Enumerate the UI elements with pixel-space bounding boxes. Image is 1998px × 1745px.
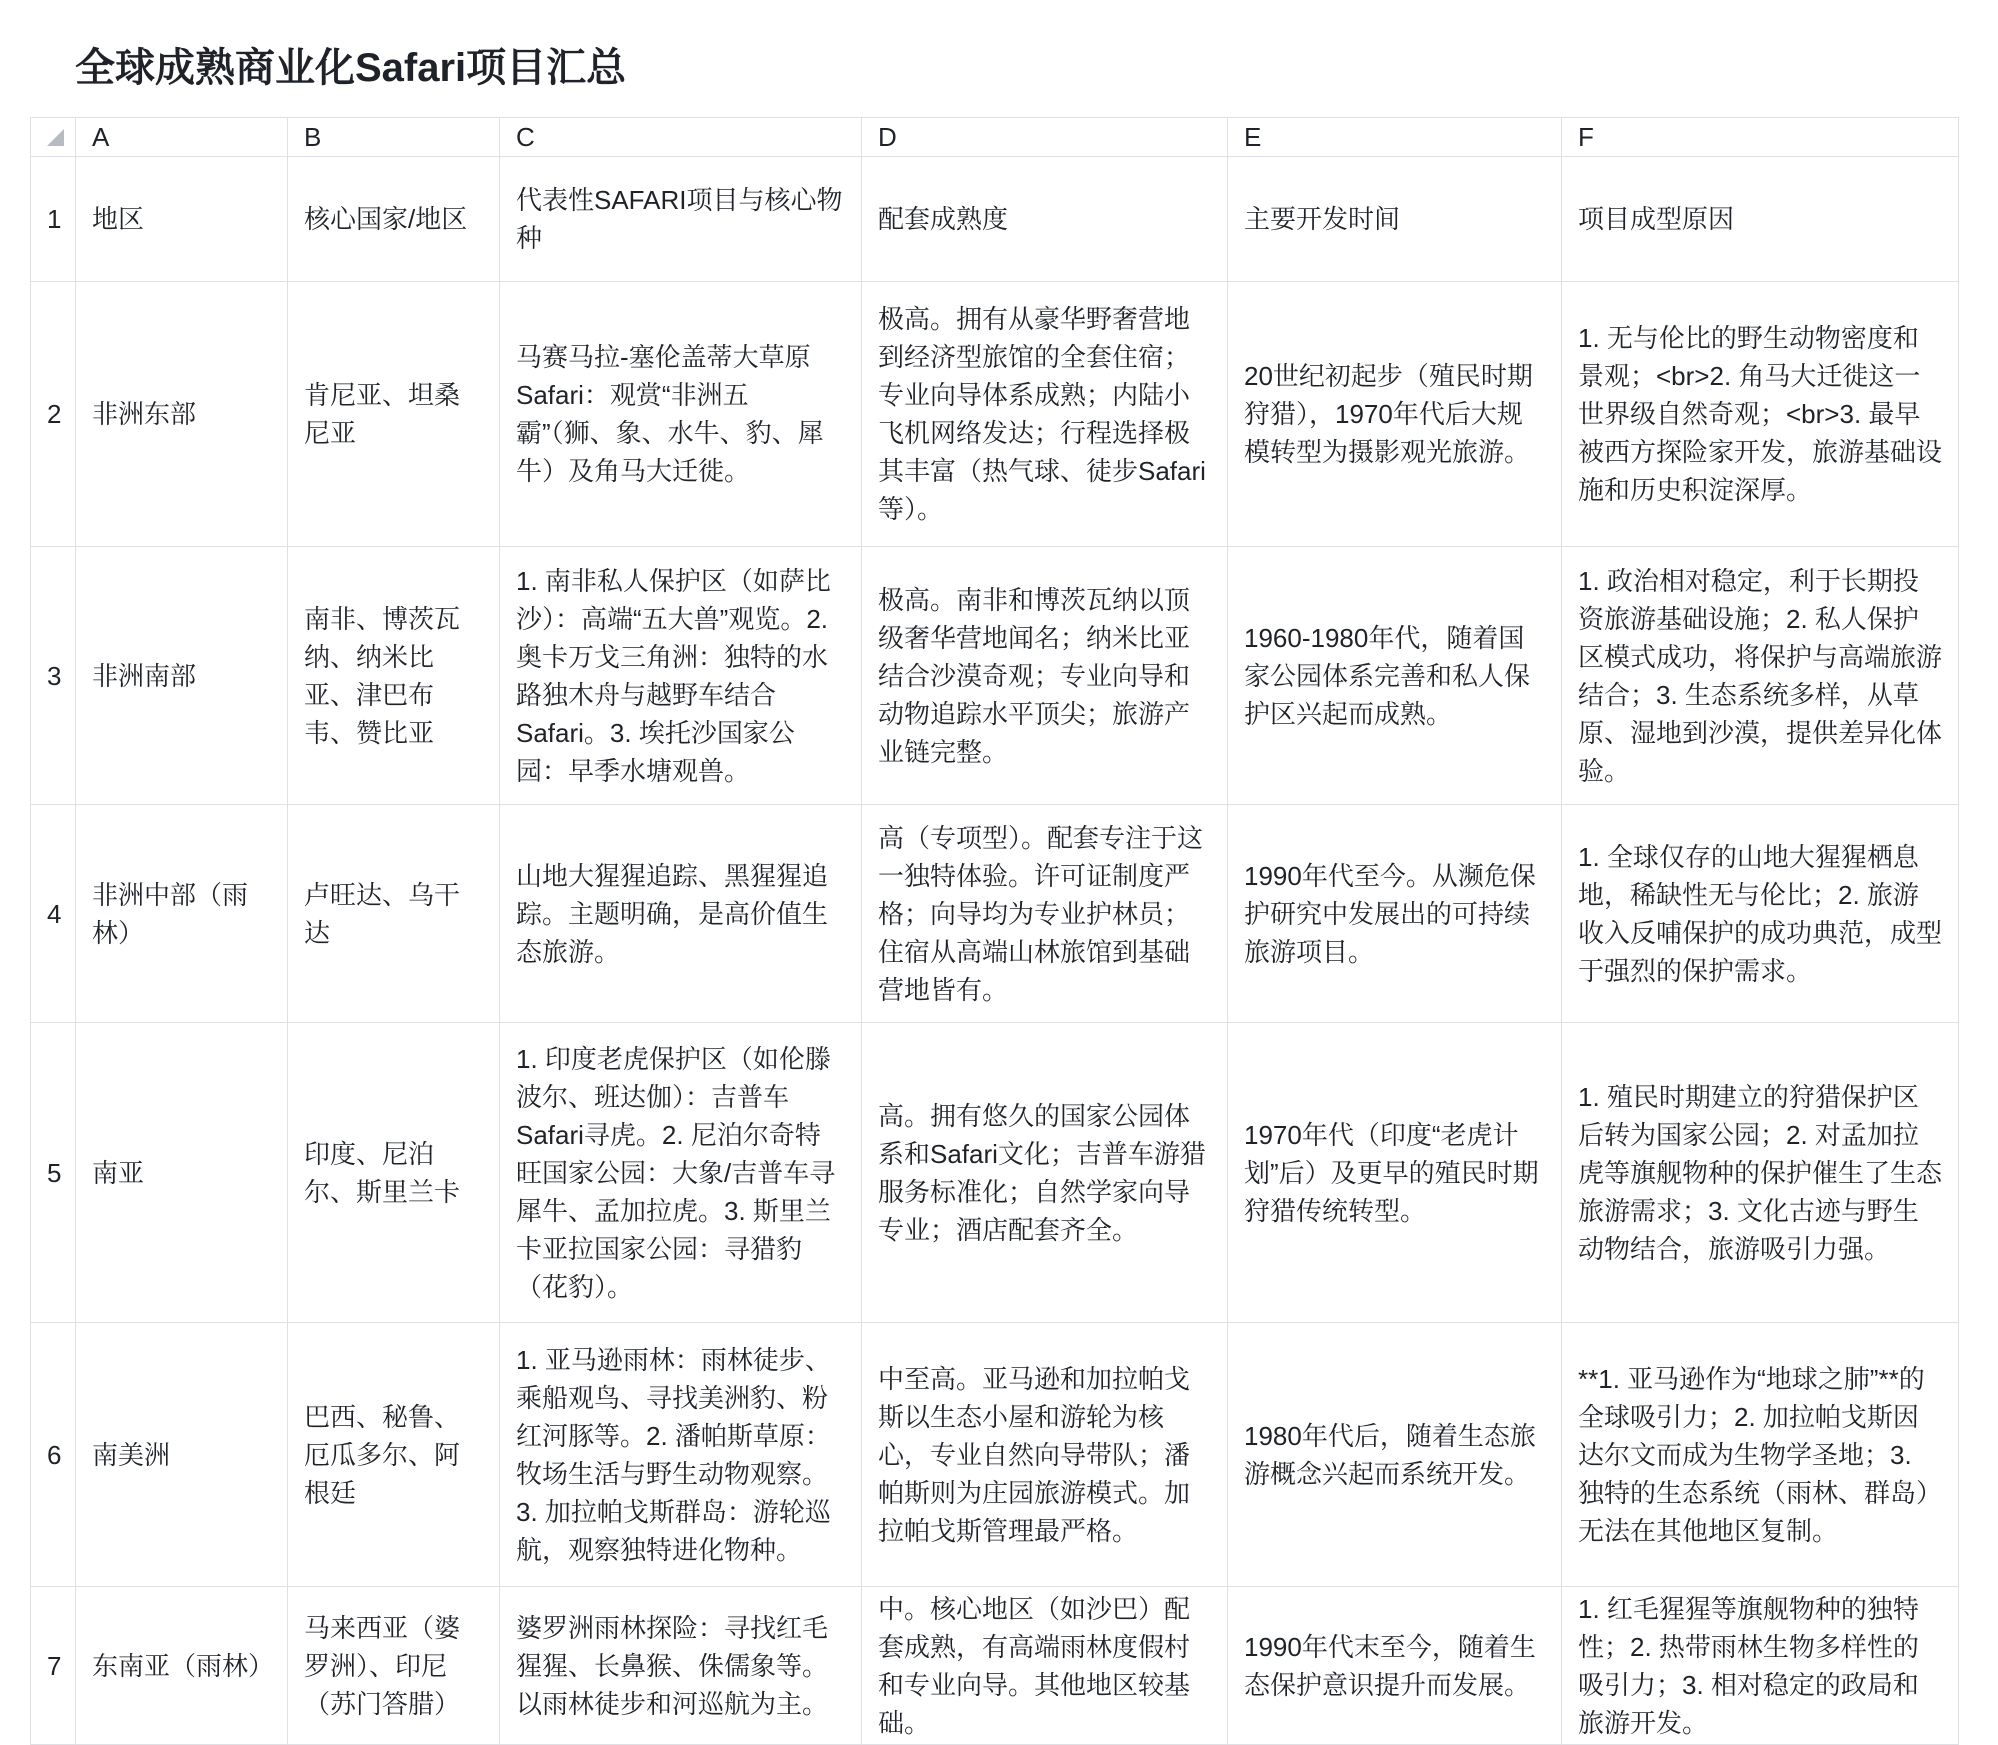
table-row bbox=[31, 1023, 1959, 1323]
cell-B3[interactable]: 南非、博茨瓦纳、纳米比亚、津巴布韦、赞比亚 bbox=[288, 547, 500, 805]
row-header-6[interactable]: 6 bbox=[31, 1323, 76, 1587]
cell-E6[interactable]: 1980年代后，随着生态旅游概念兴起而系统开发。 bbox=[1228, 1323, 1562, 1587]
cell-D3[interactable]: 极高。南非和博茨瓦纳以顶级奢华营地闻名；纳米比亚结合沙漠奇观；专业向导和动物追踪水平顶尖；旅游产业链完整。 bbox=[862, 547, 1228, 805]
cell-B7[interactable]: 马来西亚（婆罗洲）、印尼（苏门答腊） bbox=[288, 1587, 500, 1745]
cell-A2[interactable]: 非洲东部 bbox=[76, 282, 288, 547]
table-row bbox=[31, 282, 1959, 547]
row-header-4[interactable]: 4 bbox=[31, 805, 76, 1023]
header-cell-dev-time[interactable]: 主要开发时间 bbox=[1228, 157, 1562, 282]
select-all-corner[interactable] bbox=[31, 118, 76, 157]
header-cell-maturity[interactable]: 配套成熟度 bbox=[862, 157, 1228, 282]
cell-F5[interactable]: 1. 殖民时期建立的狩猎保护区后转为国家公园；2. 对孟加拉虎等旗舰物种的保护催生了生态旅游需求；3. 文化古迹与野生动物结合，旅游吸引力强。 bbox=[1562, 1023, 1959, 1323]
cell-F7[interactable]: 1. 红毛猩猩等旗舰物种的独特性；2. 热带雨林生物多样性的吸引力；3. 相对稳定的政局和旅游开发。 bbox=[1562, 1587, 1959, 1745]
row-header-3[interactable]: 3 bbox=[31, 547, 76, 805]
table-row bbox=[31, 1587, 1959, 1745]
column-header-B[interactable]: B bbox=[288, 118, 500, 157]
cell-E4[interactable]: 1990年代至今。从濒危保护研究中发展出的可持续旅游项目。 bbox=[1228, 805, 1562, 1023]
header-cell-projects[interactable]: 代表性SAFARI项目与核心物种 bbox=[500, 157, 862, 282]
cell-F3[interactable]: 1. 政治相对稳定，利于长期投资旅游基础设施；2. 私人保护区模式成功，将保护与高端旅游结合；3. 生态系统多样，从草原、湿地到沙漠，提供差异化体验。 bbox=[1562, 547, 1959, 805]
table-row bbox=[31, 547, 1959, 805]
row-header-1[interactable]: 1 bbox=[31, 157, 76, 282]
cell-F6[interactable]: **1. 亚马逊作为“地球之肺”**的全球吸引力；2. 加拉帕戈斯因达尔文而成为生物学圣地；3. 独特的生态系统（雨林、群岛）无法在其他地区复制。 bbox=[1562, 1323, 1959, 1587]
cell-F2[interactable]: 1. 无与伦比的野生动物密度和景观；<br>2. 角马大迁徙这一世界级自然奇观；<br>3. 最早被西方探险家开发，旅游基础设施和历史积淀深厚。 bbox=[1562, 282, 1959, 547]
header-cell-region[interactable]: 地区 bbox=[76, 157, 288, 282]
cell-C7[interactable]: 婆罗洲雨林探险：寻找红毛猩猩、长鼻猴、侏儒象等。以雨林徒步和河巡航为主。 bbox=[500, 1587, 862, 1745]
cell-D7[interactable]: 中。核心地区（如沙巴）配套成熟，有高端雨林度假村和专业向导。其他地区较基础。 bbox=[862, 1587, 1228, 1745]
cell-B4[interactable]: 卢旺达、乌干达 bbox=[288, 805, 500, 1023]
spreadsheet-table bbox=[30, 117, 1959, 1745]
cell-C6[interactable]: 1. 亚马逊雨林：雨林徒步、乘船观鸟、寻找美洲豹、粉红河豚等。2. 潘帕斯草原：牧场生活与野生动物观察。3. 加拉帕戈斯群岛：游轮巡航，观察独特进化物种。 bbox=[500, 1323, 862, 1587]
cell-A5[interactable]: 南亚 bbox=[76, 1023, 288, 1323]
cell-A7[interactable]: 东南亚（雨林） bbox=[76, 1587, 288, 1745]
cell-D6[interactable]: 中至高。亚马逊和加拉帕戈斯以生态小屋和游轮为核心，专业自然向导带队；潘帕斯则为庄园旅游模式。加拉帕戈斯管理最严格。 bbox=[862, 1323, 1228, 1587]
cell-E5[interactable]: 1970年代（印度“老虎计划”后）及更早的殖民时期狩猎传统转型。 bbox=[1228, 1023, 1562, 1323]
column-header-D[interactable]: D bbox=[862, 118, 1228, 157]
cell-B6[interactable]: 巴西、秘鲁、厄瓜多尔、阿根廷 bbox=[288, 1323, 500, 1587]
column-letters-row bbox=[31, 118, 1959, 157]
column-header-F[interactable]: F bbox=[1562, 118, 1959, 157]
select-all-triangle-icon bbox=[47, 129, 64, 146]
cell-C2[interactable]: 马赛马拉-塞伦盖蒂大草原Safari：观赏“非洲五霸”（狮、象、水牛、豹、犀牛）及角马大迁徙。 bbox=[500, 282, 862, 547]
column-header-E[interactable]: E bbox=[1228, 118, 1562, 157]
row-header-5[interactable]: 5 bbox=[31, 1023, 76, 1323]
cell-E3[interactable]: 1960-1980年代，随着国家公园体系完善和私人保护区兴起而成熟。 bbox=[1228, 547, 1562, 805]
cell-C3[interactable]: 1. 南非私人保护区（如萨比沙）：高端“五大兽”观览。2. 奥卡万戈三角洲：独特的水路独木舟与越野车结合Safari。3. 埃托沙国家公园：早季水塘观兽。 bbox=[500, 547, 862, 805]
column-header-C[interactable]: C bbox=[500, 118, 862, 157]
cell-F4[interactable]: 1. 全球仅存的山地大猩猩栖息地，稀缺性无与伦比；2. 旅游收入反哺保护的成功典范，成型于强烈的保护需求。 bbox=[1562, 805, 1959, 1023]
cell-D5[interactable]: 高。拥有悠久的国家公园体系和Safari文化；吉普车游猎服务标准化；自然学家向导专业；酒店配套齐全。 bbox=[862, 1023, 1228, 1323]
cell-D4[interactable]: 高（专项型）。配套专注于这一独特体验。许可证制度严格；向导均为专业护林员；住宿从高端山林旅馆到基础营地皆有。 bbox=[862, 805, 1228, 1023]
cell-A4[interactable]: 非洲中部（雨林） bbox=[76, 805, 288, 1023]
cell-E2[interactable]: 20世纪初起步（殖民时期狩猎），1970年代后大规模转型为摄影观光旅游。 bbox=[1228, 282, 1562, 547]
table-header-row bbox=[31, 157, 1959, 282]
row-header-7[interactable]: 7 bbox=[31, 1587, 76, 1745]
cell-A3[interactable]: 非洲南部 bbox=[76, 547, 288, 805]
page-title: 全球成熟商业化Safari项目汇总 bbox=[75, 46, 627, 90]
cell-B2[interactable]: 肯尼亚、坦桑尼亚 bbox=[288, 282, 500, 547]
header-cell-countries[interactable]: 核心国家/地区 bbox=[288, 157, 500, 282]
column-header-A[interactable]: A bbox=[76, 118, 288, 157]
cell-B5[interactable]: 印度、尼泊尔、斯里兰卡 bbox=[288, 1023, 500, 1323]
cell-A6[interactable]: 南美洲 bbox=[76, 1323, 288, 1587]
table-row bbox=[31, 805, 1959, 1023]
row-header-2[interactable]: 2 bbox=[31, 282, 76, 547]
cell-D2[interactable]: 极高。拥有从豪华野奢营地到经济型旅馆的全套住宿；专业向导体系成熟；内陆小飞机网络发达；行程选择极其丰富（热气球、徒步Safari等）。 bbox=[862, 282, 1228, 547]
header-cell-reason[interactable]: 项目成型原因 bbox=[1562, 157, 1959, 282]
cell-C5[interactable]: 1. 印度老虎保护区（如伦滕波尔、班达伽）：吉普车Safari寻虎。2. 尼泊尔奇特旺国家公园：大象/吉普车寻犀牛、孟加拉虎。3. 斯里兰卡亚拉国家公园：寻猎豹（花豹）。 bbox=[500, 1023, 862, 1323]
cell-C4[interactable]: 山地大猩猩追踪、黑猩猩追踪。主题明确，是高价值生态旅游。 bbox=[500, 805, 862, 1023]
cell-E7[interactable]: 1990年代末至今，随着生态保护意识提升而发展。 bbox=[1228, 1587, 1562, 1745]
table-row bbox=[31, 1323, 1959, 1587]
